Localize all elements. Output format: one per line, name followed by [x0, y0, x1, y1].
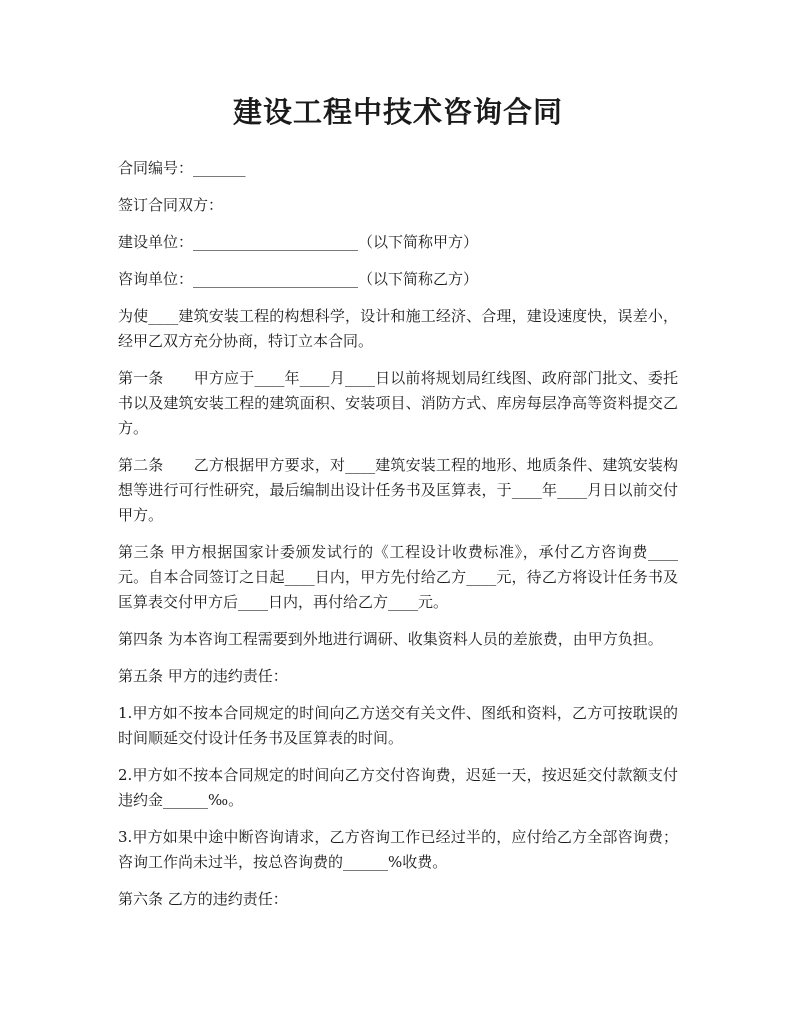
- article-3: 第三条 甲方根据国家计委颁发试行的《工程设计收费标准》，承付乙方咨询费____元。自本合同签订之日起____日内，甲方先付给乙方____元，待乙方将设计任务书及匡算表交付甲方后____日内，再付给乙方____元。: [118, 543, 678, 611]
- article-5-item-1: 1.甲方如不按本合同规定的时间向乙方送交有关文件、图纸和资料，乙方可按耽误的时间顺延交付设计任务书及匡算表的时间。: [118, 704, 678, 747]
- article-5-heading: 第五条 甲方的违约责任：: [118, 667, 288, 685]
- contract-parties-heading: 签订合同双方：: [118, 196, 224, 214]
- consulting-unit-line: 咨询单位：______________________（以下简称乙方）: [118, 270, 479, 288]
- article-6-heading: 第六条 乙方的违约责任：: [118, 890, 288, 908]
- document-title: 建设工程中技术咨询合同: [232, 95, 563, 129]
- article-2: 第二条 乙方根据甲方要求，对____建筑安装工程的地形、地质条件、建筑安装构想等进行可行性研究，最后编制出设计任务书及匡算表，于____年____月日以前交付甲方。: [118, 456, 678, 524]
- article-5-item-3: 3.甲方如果中途中断咨询请求，乙方咨询工作已经过半的，应付给乙方全部咨询费；咨询工作尚未过半，按总咨询费的______%收费。: [118, 828, 678, 871]
- article-1: 第一条 甲方应于____年____月____日以前将规划局红线图、政府部门批文、委托书以及建筑安装工程的建筑面积、安装项目、消防方式、库房每层净高等资料提交乙方。: [118, 369, 678, 437]
- contract-number: 合同编号：_______: [118, 159, 246, 177]
- article-5-item-2: 2.甲方如不按本合同规定的时间向乙方交付咨询费，迟延一天，按迟延交付款额支付违约金______‰。: [118, 766, 678, 809]
- preamble-paragraph: 为使____建筑安装工程的构想科学，设计和施工经济、合理，建设速度快，误差小，经甲乙双方充分协商，特订立本合同。: [118, 307, 678, 350]
- construction-unit-line: 建设单位：______________________（以下简称甲方）: [118, 233, 479, 251]
- article-4: 第四条 为本咨询工程需要到外地进行调研、收集资料人员的差旅费，由甲方负担。: [118, 630, 663, 648]
